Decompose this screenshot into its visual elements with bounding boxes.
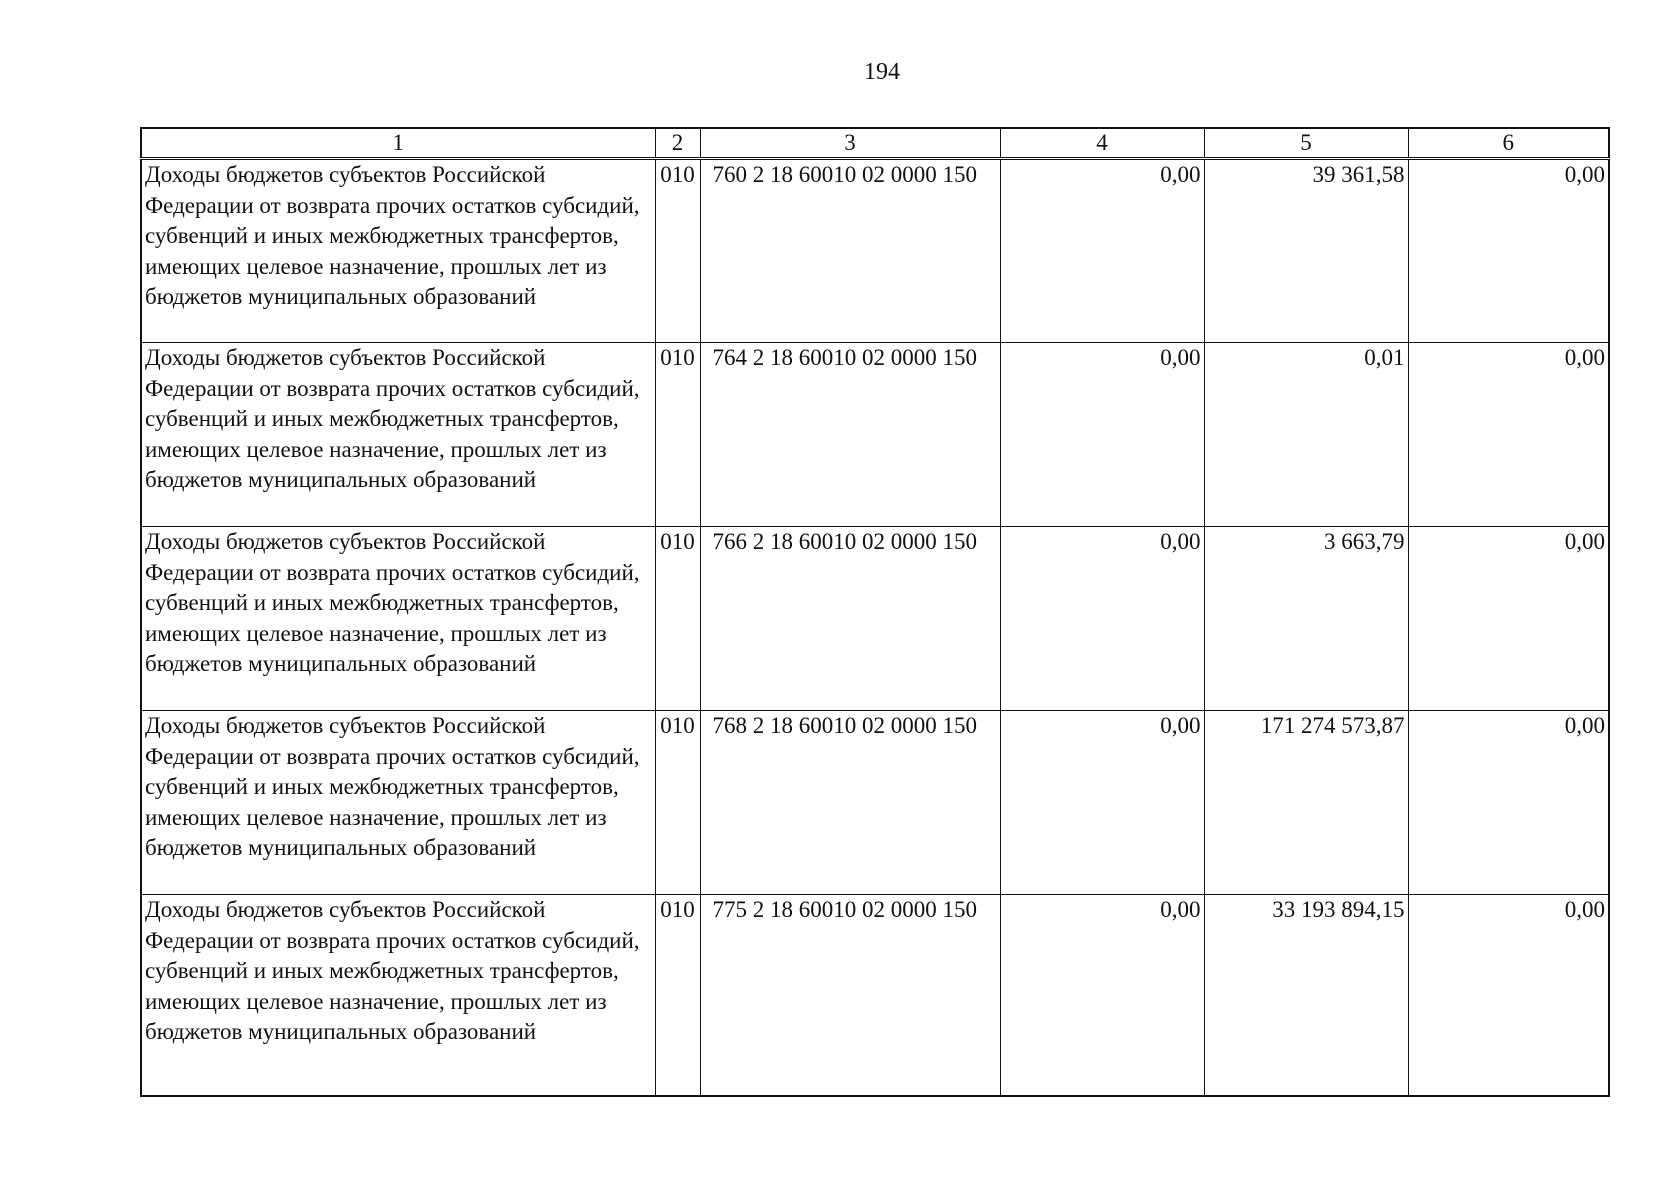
col5-value-cell: 0,01	[1204, 343, 1408, 527]
col6-value-cell: 0,00	[1408, 343, 1609, 527]
col5-value-cell: 3 663,79	[1204, 527, 1408, 711]
col4-value-cell: 0,00	[1000, 711, 1204, 895]
income-name-cell: Доходы бюджетов субъектов Российской Федерации от возврата прочих остатков субсидий, субвенций и иных межбюджетных трансфертов, имеющих целевое назначение, прошлых лет из бюджетов муниципальных образований	[141, 343, 655, 527]
col5-value-cell: 39 361,58	[1204, 159, 1408, 343]
table-row	[141, 527, 1609, 711]
line-code-cell: 010	[655, 711, 700, 895]
header-col-1: 1	[141, 128, 655, 159]
header-col-6: 6	[1408, 128, 1609, 159]
table-row	[141, 343, 1609, 527]
income-name-cell: Доходы бюджетов субъектов Российской Федерации от возврата прочих остатков субсидий, субвенций и иных межбюджетных трансфертов, имеющих целевое назначение, прошлых лет из бюджетов муниципальных образований	[141, 895, 655, 1096]
header-row	[141, 128, 1609, 159]
header-col-3: 3	[700, 128, 1000, 159]
header-col-4: 4	[1000, 128, 1204, 159]
income-name-cell: Доходы бюджетов субъектов Российской Федерации от возврата прочих остатков субсидий, субвенций и иных межбюджетных трансфертов, имеющих целевое назначение, прошлых лет из бюджетов муниципальных образований	[141, 711, 655, 895]
col5-value-cell: 171 274 573,87	[1204, 711, 1408, 895]
col4-value-cell: 0,00	[1000, 527, 1204, 711]
table-header	[141, 128, 1609, 159]
col4-value-cell: 0,00	[1000, 895, 1204, 1096]
income-name-cell: Доходы бюджетов субъектов Российской Федерации от возврата прочих остатков субсидий, субвенций и иных межбюджетных трансфертов, имеющих целевое назначение, прошлых лет из бюджетов муниципальных образований	[141, 159, 655, 343]
line-code-cell: 010	[655, 895, 700, 1096]
budget-code-cell: 775 2 18 60010 02 0000 150	[700, 895, 1000, 1096]
budget-code-cell: 764 2 18 60010 02 0000 150	[700, 343, 1000, 527]
table-row	[141, 895, 1609, 1096]
col4-value-cell: 0,00	[1000, 159, 1204, 343]
col6-value-cell: 0,00	[1408, 895, 1609, 1096]
page-number: 194	[864, 59, 900, 85]
col5-value-cell: 33 193 894,15	[1204, 895, 1408, 1096]
line-code-cell: 010	[655, 527, 700, 711]
col4-value-cell: 0,00	[1000, 343, 1204, 527]
col6-value-cell: 0,00	[1408, 711, 1609, 895]
header-col-5: 5	[1204, 128, 1408, 159]
income-table	[140, 127, 1610, 1097]
col6-value-cell: 0,00	[1408, 527, 1609, 711]
budget-code-cell: 760 2 18 60010 02 0000 150	[700, 159, 1000, 343]
line-code-cell: 010	[655, 159, 700, 343]
table-body	[141, 159, 1609, 1096]
table-row	[141, 711, 1609, 895]
budget-code-cell: 768 2 18 60010 02 0000 150	[700, 711, 1000, 895]
income-name-cell: Доходы бюджетов субъектов Российской Федерации от возврата прочих остатков субсидий, субвенций и иных межбюджетных трансфертов, имеющих целевое назначение, прошлых лет из бюджетов муниципальных образований	[141, 527, 655, 711]
line-code-cell: 010	[655, 343, 700, 527]
budget-code-cell: 766 2 18 60010 02 0000 150	[700, 527, 1000, 711]
col6-value-cell: 0,00	[1408, 159, 1609, 343]
table-row	[141, 159, 1609, 343]
header-col-2: 2	[655, 128, 700, 159]
